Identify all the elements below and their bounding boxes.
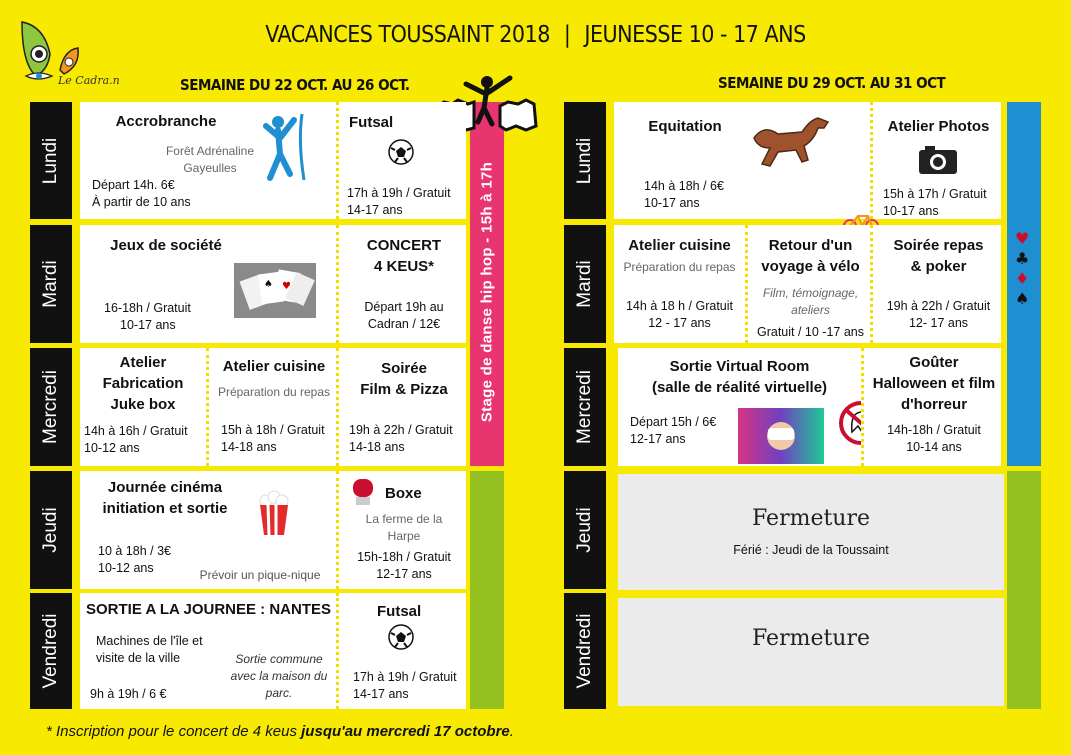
w1-green-bar [470,471,504,709]
activity-time: 19h à 22h / Gratuit [349,423,453,437]
activity-time: 14h à 16h / Gratuit [84,424,188,438]
w2-day-lundi: Lundi [564,102,606,219]
activity-time: 16-18h / Gratuit [104,301,191,315]
w2-mardi-poker [870,225,1001,343]
page-title [0,22,1071,48]
activity-time: Gratuit / 10 -17 ans [756,325,864,339]
w1-lundi-accrobranche [80,102,336,219]
w2-mercredi-halloween [861,348,1001,466]
footnote-deadline: jusqu'au mercredi 17 octobre [301,723,510,740]
activity-age: 10-12 ans [84,441,140,455]
svg-text:♥: ♥ [282,281,291,292]
w1-vendredi-futsal [336,593,466,709]
w1-vendredi-nantes [80,593,336,709]
activity-time: 14h à 18 h / Gratuit [625,299,733,313]
activity-age: 14-18 ans [221,440,277,454]
w1-day-mardi: Mardi [30,225,72,343]
activity-title: Soirée Film & Pizza [360,360,448,398]
activity-sub: Préparation du repas [623,260,736,274]
activity-age: 12 - 17 ans [648,316,711,330]
vr-headset-photo-icon [738,408,824,464]
closed-title: Fermeture [751,626,871,651]
activity-age: 10-17 ans [883,204,939,218]
footnote: * Inscription pour le concert de 4 keus jusqu'au mercredi 17 octobre. [46,723,514,740]
activity-title: Jeux de société [110,237,222,254]
w1-jeudi-cinema [80,471,336,589]
activity-title: SORTIE A LA JOURNEE : NANTES [86,601,332,618]
svg-text:♥: ♥ [1015,229,1030,248]
playing-cards-icon [234,263,316,318]
activity-sub: Film, témoignage, ateliers [762,286,859,317]
w1-jeudi-boxe [336,471,466,589]
svg-text:♣: ♣ [1015,249,1030,268]
boxing-glove-icon [349,477,377,507]
logo-text: Le Cadra.n [58,74,120,87]
activity-time: 17h à 19h / Gratuit [347,186,451,200]
activity-age: 12-17 ans [376,567,432,581]
title-separator: | [563,22,571,48]
activity-title: Atelier Photos [887,118,990,135]
activity-age: 12- 17 ans [908,316,969,330]
activity-title: Accrobranche [115,113,217,130]
activity-time: Départ 14h. 6€ [92,178,175,192]
activity-time: Départ 15h / 6€ [630,415,717,429]
w2-lundi-photos [870,102,1001,219]
activity-age: 14-17 ans [347,203,403,217]
w1-mercredi-soiree [336,348,466,466]
activity-age: À partir de 10 ans [92,195,191,209]
w2-day-mercredi: Mercredi [564,348,606,466]
activity-time: 19h à 22h / Gratuit [886,299,991,313]
activity-place: La ferme de la Harpe [365,512,443,543]
w2-mardi-velo [745,225,870,343]
activity-age: 10-12 ans [98,561,154,575]
activity-title: Journée cinéma initiation et sortie [102,479,228,517]
week2-label: SEMAINE DU 29 OCT. AU 31 OCT [718,74,946,92]
activity-title: Atelier Fabrication Juke box [102,354,184,413]
activity-note: Sortie commune avec la maison du parc. [230,652,328,700]
hip-hop-banner-text: Stage de danse hip hop - 15h à 17h [478,161,496,423]
activity-title: CONCERT 4 KEUS* [366,237,442,275]
activity-time: 15h à 17h / Gratuit [883,187,987,201]
w1-day-lundi: Lundi [30,102,72,219]
activity-age: 10-17 ans [644,196,700,210]
w2-day-vendredi: Vendredi [564,593,606,709]
activity-title: Retour d'un voyage à vélo [761,237,860,275]
activity-age: 10-14 ans [906,440,962,454]
activity-age: 10-17 ans [120,318,176,332]
w2-day-mardi: Mardi [564,225,606,343]
horse-icon [748,112,834,176]
activity-title: Sortie Virtual Room (salle de réalité virtuelle) [651,358,828,396]
activity-title: Atelier cuisine [628,237,731,254]
activity-title: Equitation [648,118,722,135]
closed-reason: Férié : Jeudi de la Toussaint [733,543,889,557]
activity-sub: Préparation du repas [217,385,331,399]
activity-title: Boxe [385,485,422,502]
w2-mardi-cuisine [614,225,745,343]
card-suits-icon [1012,228,1034,308]
svg-text:♠: ♠ [264,279,273,290]
w1-lundi-futsal [336,102,466,219]
climber-icon [258,112,314,182]
w2-jeudi-fermeture [618,474,1004,590]
w2-mercredi-virtual-room [618,348,861,466]
activity-title: Atelier cuisine [222,358,326,375]
soccer-ball-icon [387,623,415,651]
activity-time: 15h à 18h / Gratuit [221,423,325,437]
w2-green-bar [1007,471,1041,709]
activity-age: 14-17 ans [353,687,409,701]
title-right: JEUNESSE 10 - 17 ANS [584,22,806,48]
w1-mardi-concert [336,225,466,343]
w1-day-mercredi: Mercredi [30,348,72,466]
activity-place: Machines de l'île et visite de la ville [96,634,203,665]
activity-title: Futsal [377,603,422,620]
activity-time: Départ 19h au Cadran / 12€ [364,300,444,331]
activity-title: Futsal [349,114,394,131]
title-left: VACANCES TOUSSAINT 2018 [265,22,550,48]
w2-day-jeudi: Jeudi [564,471,606,589]
popcorn-icon [256,489,292,537]
w1-mercredi-jukebox [80,348,206,466]
activity-title: Soirée repas & poker [893,237,984,275]
activity-time: 9h à 19h / 6 € [90,687,167,701]
activity-time: 14h à 18h / 6€ [644,179,724,193]
svg-text:♠: ♠ [1015,289,1030,308]
activity-time: 17h à 19h / Gratuit [353,670,457,684]
activity-place: Forêt Adrénaline Gayeulles [165,144,255,175]
w1-mercredi-cuisine [206,348,336,466]
activity-time: 10 à 18h / 3€ [98,544,171,558]
svg-text:♦: ♦ [1015,269,1030,288]
soccer-ball-icon [387,138,415,166]
activity-age: 12-17 ans [630,432,686,446]
activity-time: 14h-18h / Gratuit [887,423,981,437]
w2-lundi-equitation [614,102,870,219]
closed-title: Fermeture [751,506,871,531]
w1-mardi-jeux [80,225,336,343]
activity-title: Goûter Halloween et film d'horreur [872,354,996,413]
w1-day-vendredi: Vendredi [30,593,72,709]
w2-vendredi-fermeture [618,598,1004,706]
camera-icon [917,144,959,176]
activity-time: 15h-18h / Gratuit [357,550,451,564]
activity-note: Prévoir un pique-nique [199,568,321,582]
w1-day-jeudi: Jeudi [30,471,72,589]
activity-age: 14-18 ans [349,440,405,454]
week1-label: SEMAINE DU 22 OCT. AU 26 OCT. [180,76,410,94]
